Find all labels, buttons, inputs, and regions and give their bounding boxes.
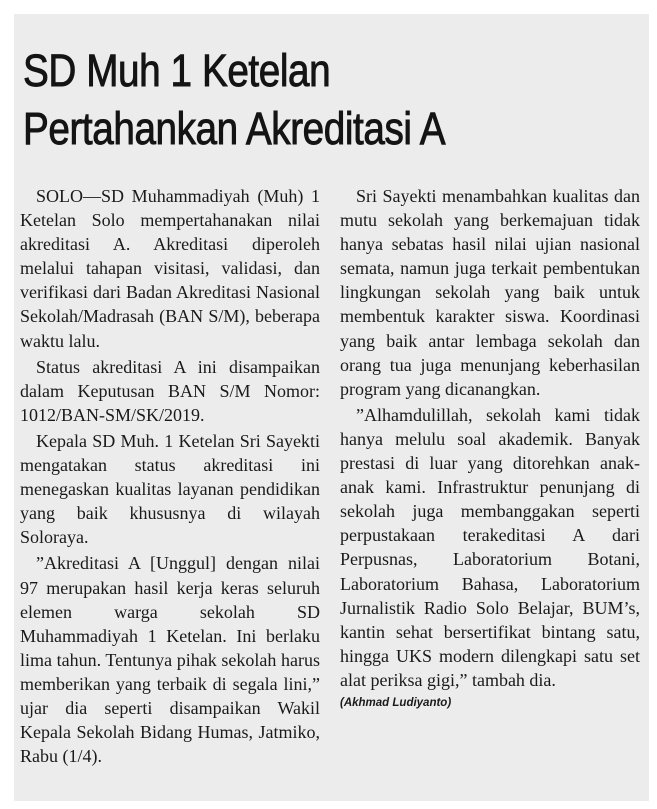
paragraph: Kepala SD Muh. 1 Ketelan Sri Sayekti mengatakan status akreditasi ini menegaskan kualitas layanan pendidikan yang baik khususnya di wilayah Soloraya. (20, 430, 320, 548)
paragraph: ”Alhamdulillah, sekolah kami tidak hanya melulu soal akademik. Banyak prestasi di luar yang ditorehkan anak-anak kami. Infrastruktur penunjang di sekolah juga membanggakan seperti perpustakaan terakeditasi A dari Perpusnas, Laboratorium Botani, Laboratorium Bahasa, Laboratorium Jurnalistik Radio Solo Belajar, BUM’s, kantin sehat bersertifikat bintang satu, hingga UKS modern dilengkapi satu set alat periksa gigi,” tambah dia. (340, 404, 640, 690)
author-credit: (Akhmad Ludiyanto) (340, 696, 452, 709)
article-column-right (340, 184, 640, 712)
article-column-left (20, 184, 320, 770)
headline-line-1: SD Muh 1 Ketelan (23, 45, 331, 96)
paragraph: Sri Sayekti menambahkan kualitas dan mutu sekolah yang berkemajuan tidak hanya sebatas hasil nilai ujian nasional semata, namun juga terkait pembentukan lingkungan sekolah yang baik untuk membentuk karakter siswa. Koordinasi yang baik antar lembaga sekolah dan orang tua juga menunjang keberhasilan program yang dicanangkan. (340, 186, 640, 399)
paragraph: Status akreditasi A ini disampaikan dalam Keputusan BAN S/M Nomor: 1012/BAN-SM/SK/2019. (20, 356, 320, 425)
news-article (14, 14, 649, 801)
article-headline (23, 42, 556, 158)
headline-line-2: Pertahankan Akreditasi A (23, 103, 446, 154)
paragraph: SOLO—SD Muhammadiyah (Muh) 1 Ketelan Solo mempertahanakan nilai akreditasi A. Akreditasi diperoleh melalui tahapan visitasi, validasi, dan verifikasi dari Badan Akreditasi Nasional Sekolah/Madrasah (BAN S/M), beberapa waktu lalu. (20, 186, 320, 351)
paragraph: ”Akreditasi A [Unggul] dengan nilai 97 merupakan hasil kerja keras seluruh elemen warga sekolah SD Muhammadiyah 1 Ketelan. Ini berlaku lima tahun. Tentunya pihak sekolah harus memberikan yang terbaik di segala lini,” ujar dia seperti disampaikan Wakil Kepala Sekolah Bidang Humas, Jatmiko, Rabu (1/4). (20, 553, 320, 767)
